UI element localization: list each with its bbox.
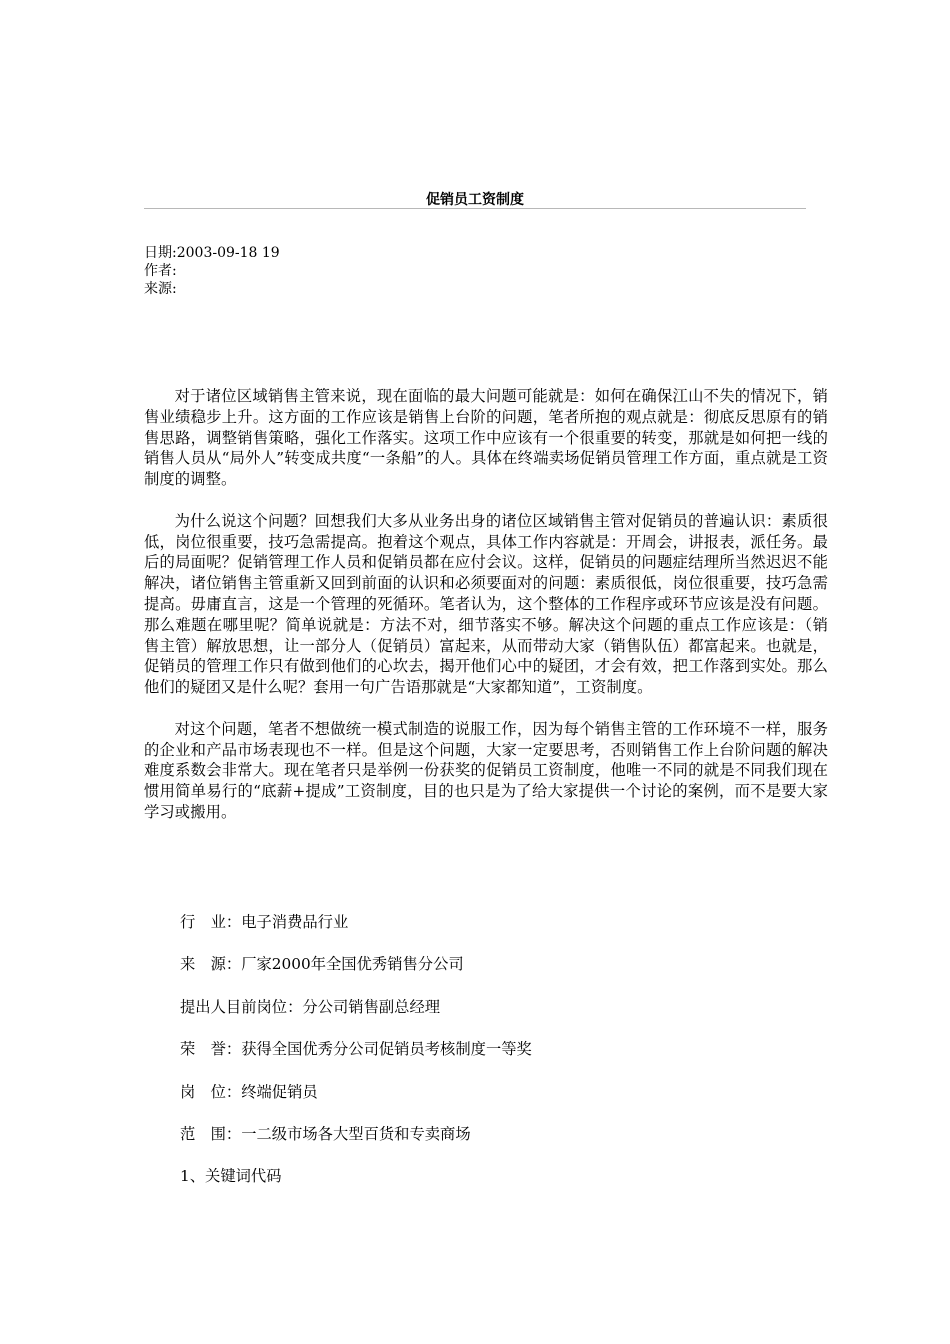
spec-industry: 行 业：电子消费品行业 (180, 913, 349, 931)
document-meta (144, 244, 544, 298)
spec-source: 来 源：厂家2000年全国优秀销售分公司 (180, 955, 464, 974)
meta-author: 作者: (144, 263, 177, 279)
article-body (144, 386, 828, 844)
spec-position: 岗 位：终端促销员 (180, 1082, 318, 1101)
body-paragraph: 为什么说这个问题？回想我们大多从业务出身的诸位区域销售主管对促销员的普遍认识：素质很低，岗位很重要，技巧急需提高。抱着这个观点，具体工作内容就是：开周会，讲报表，派任务。最后的局面呢？促销管理工作人员和促销员都在应付会议。这样，促销员的问题症结理所当然迟迟不能解决，诸位销售主管重新又回到前面的认识和必须要面对的问题：素质很低，岗位很重要，技巧急需提高。毋庸直言，这是一个管理的死循环。笔者认为，这个整体的工作程序或环节应该是没有问题。那么难题在哪里呢？简单说就是：方法不对，细节落实不够。解决这个问题的重点工作应该是：（销售主管）解放思想，让一部分人（促销员）富起来，从而带动大家（销售队伍）都富起来。也就是，促销员的管理工作只有做到他们的心坎去，揭开他们心中的疑团，才会有效，把工作落到实处。那么他们的疑团又是什么呢？套用一句广告语那就是“大家都知道”，工资制度。 (144, 511, 828, 697)
spec-proposer-position: 提出人目前岗位：分公司销售副总经理 (180, 997, 441, 1016)
meta-date: 日期:2003-09-18 19 (144, 245, 280, 261)
spec-list (180, 910, 820, 1207)
meta-source: 来源: (144, 281, 177, 297)
body-paragraph: 对这个问题，笔者不想做统一模式制造的说服工作，因为每个销售主管的工作环境不一样，服务的企业和产品市场表现也不一样。但是这个问题，大家一定要思考，否则销售工作上台阶问题的解决难度系数会非常大。现在笔者只是举例一份获奖的促销员工资制度，他唯一不同的就是不同我们现在惯用简单易行的“底薪+提成”工资制度，目的也只是为了给大家提供一个讨论的案例，而不是要大家学习或搬用。 (144, 719, 828, 821)
spec-scope: 范 围：一二级市场各大型百货和专卖商场 (180, 1124, 471, 1143)
body-paragraph: 对于诸位区域销售主管来说，现在面临的最大问题可能就是：如何在确保江山不失的情况下，销售业绩稳步上升。这方面的工作应该是销售上台阶的问题，笔者所抱的观点就是：彻底反思原有的销售思路，调整销售策略，强化工作落实。这项工作中应该有一个很重要的转变，那就是如何把一线的销售人员从“局外人”转变成共度“一条船”的人。具体在终端卖场促销员管理工作方面，重点就是工资制度的调整。 (144, 387, 828, 489)
document-title: 促销员工资制度 (426, 192, 524, 208)
section-heading-keyword-codes: 1、关键词代码 (180, 1167, 282, 1186)
title-divider (144, 208, 806, 209)
spec-honor: 荣 誉：获得全国优秀分公司促销员考核制度一等奖 (180, 1040, 532, 1059)
